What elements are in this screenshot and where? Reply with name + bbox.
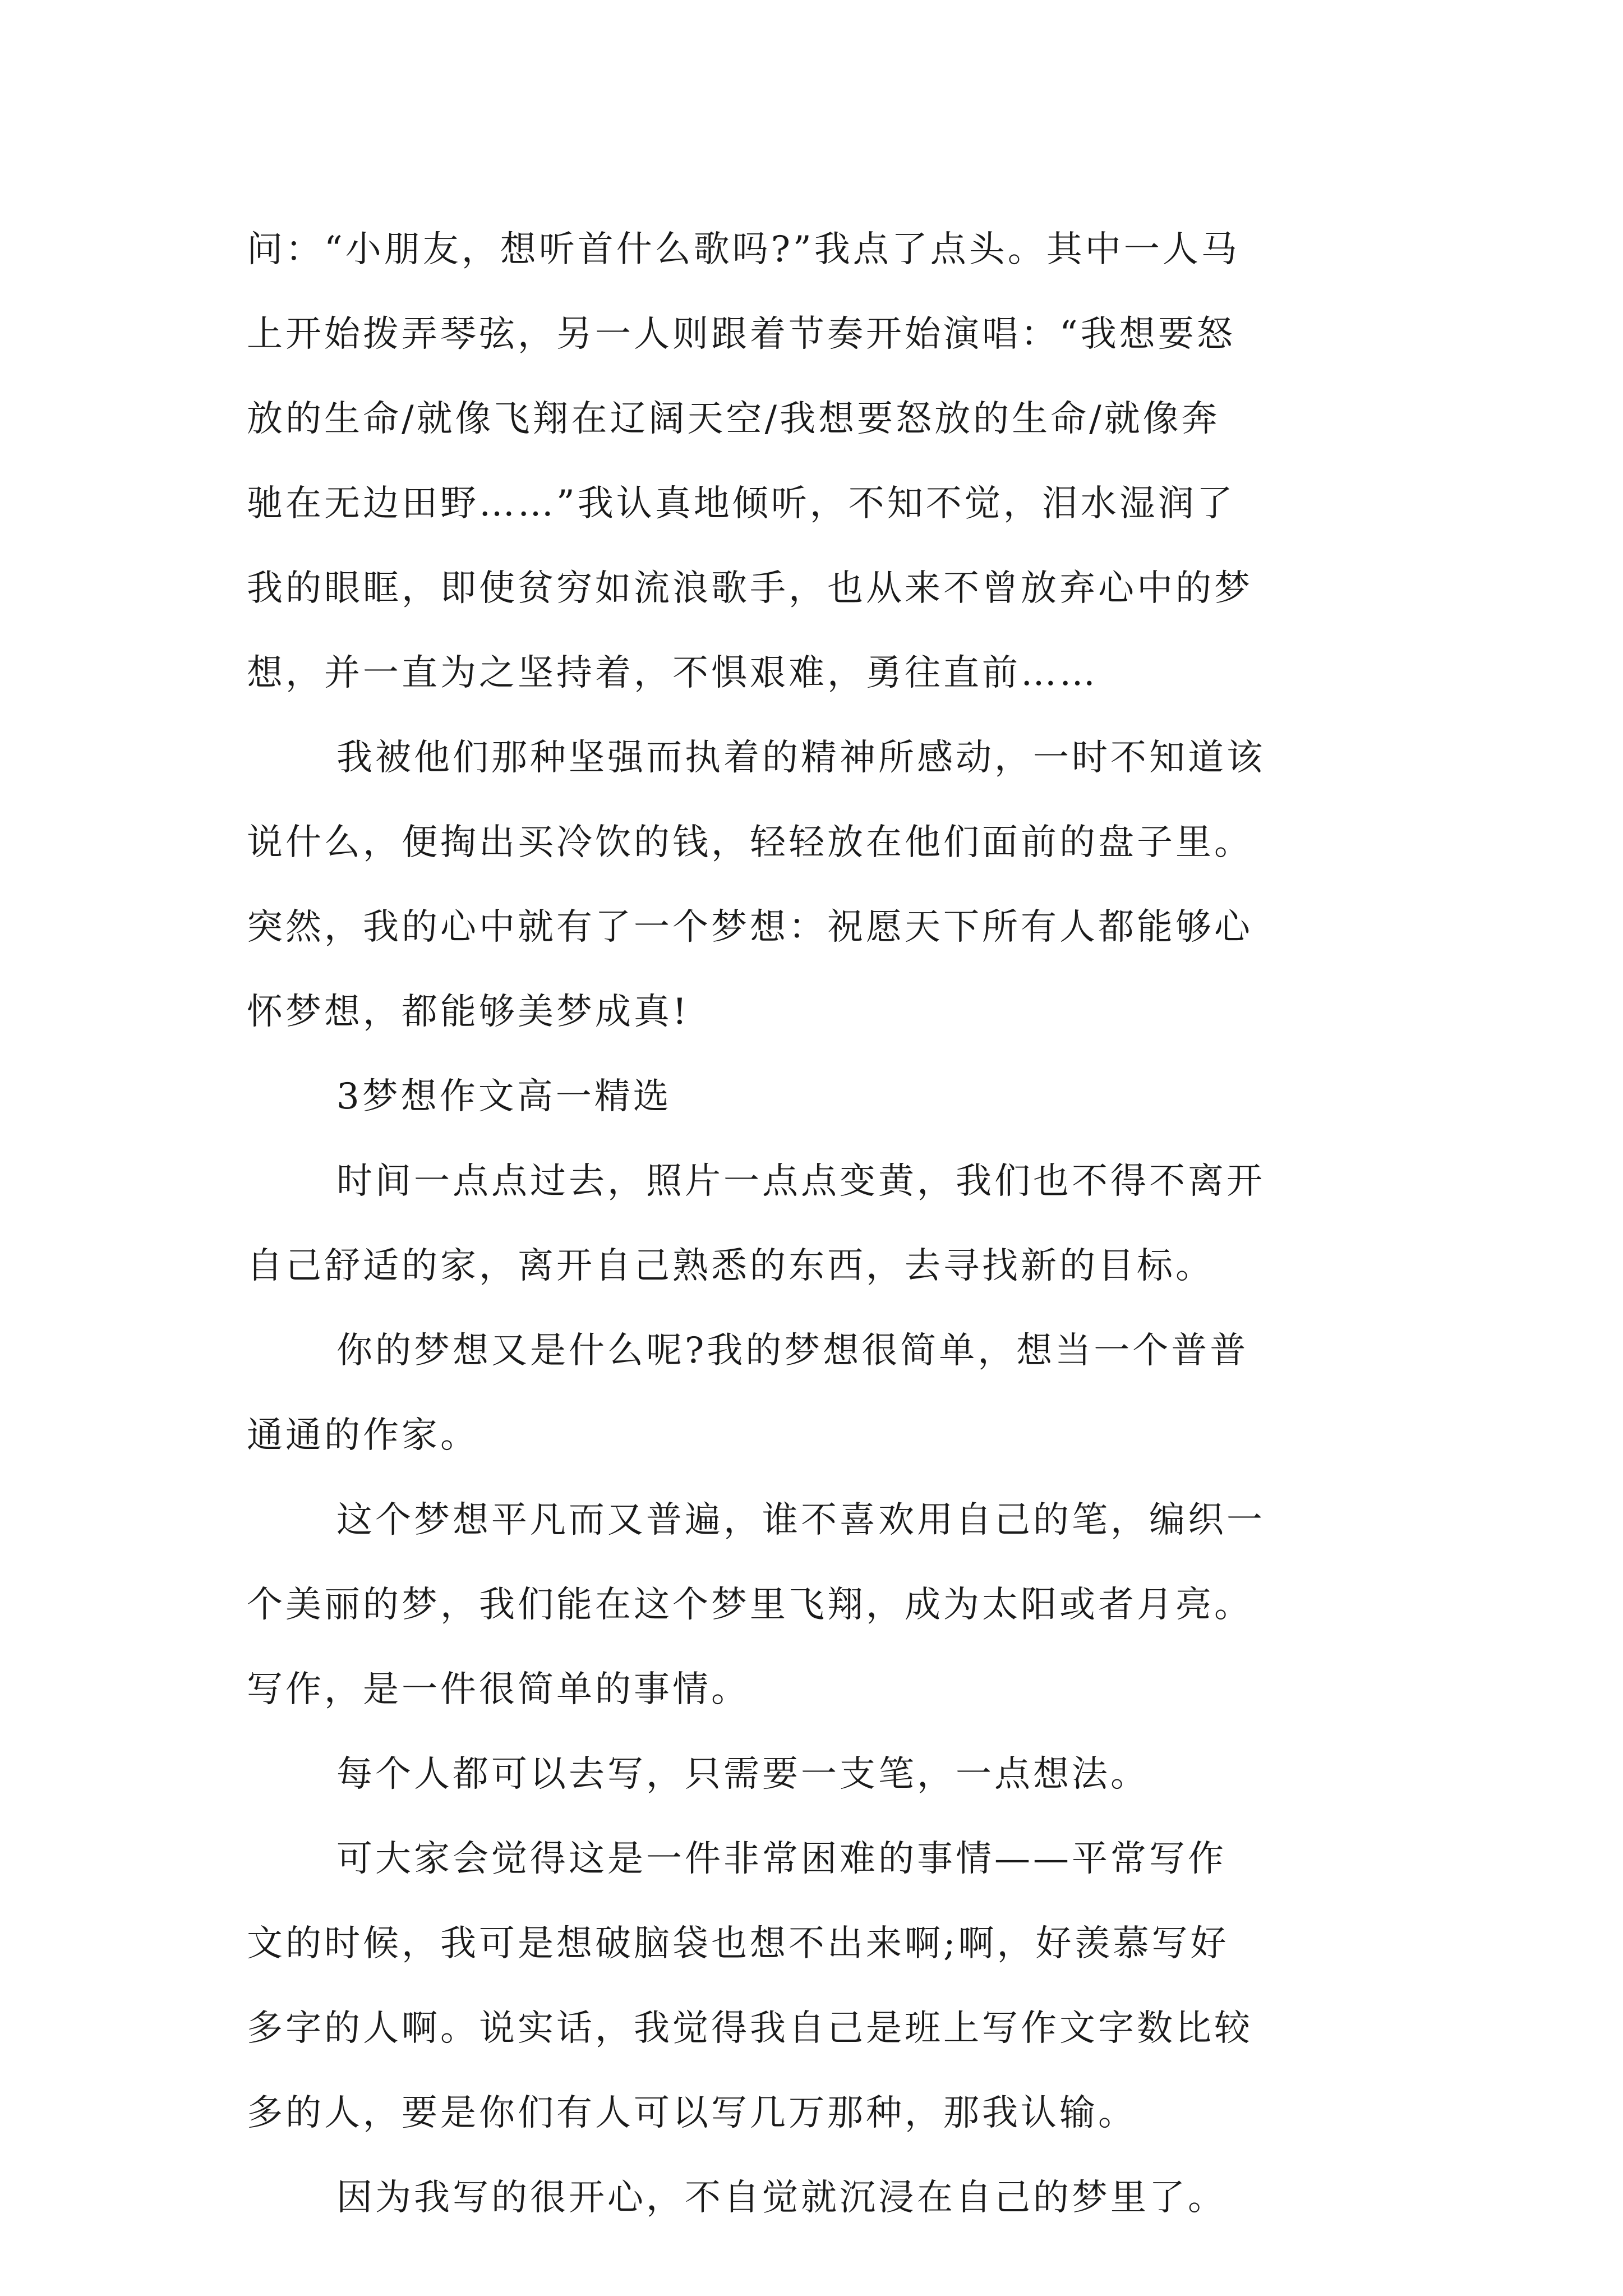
paragraph-first-line: 可大家会觉得这是一件非常困难的事情——平常写作 <box>336 1838 1227 1880</box>
paragraph-first-line: 每个人都可以去写，只需要一支笔，一点想法。 <box>336 1754 1149 1795</box>
text-line: 自己舒适的家，离开自己熟悉的东西，去寻找新的目标。 <box>247 1245 1214 1287</box>
text-line: 驰在无边田野……”我认真地倾听，不知不觉，泪水湿润了 <box>247 483 1235 524</box>
text-line: 放的生命/就像飞翔在辽阔天空/我想要怒放的生命/就像奔 <box>247 398 1220 440</box>
paragraph-first-line: 我被他们那种坚强而执着的精神所感动，一时不知道该 <box>336 737 1265 779</box>
text-line: 文的时候，我可是想破脑袋也想不出来啊;啊，好羡慕写好 <box>247 1923 1229 1964</box>
text-line: 写作，是一件很简单的事情。 <box>247 1669 750 1710</box>
text-line: 多的人，要是你们有人可以写几万那种，那我认输。 <box>247 2092 1137 2134</box>
text-line: 通通的作家。 <box>247 1415 479 1456</box>
text-line: 上开始拨弄琴弦，另一人则跟着节奏开始演唱：“我想要怒 <box>247 314 1235 355</box>
text-line: 个美丽的梦，我们能在这个梦里飞翔，成为太阳或者月亮。 <box>247 1584 1253 1626</box>
paragraph-first-line: 因为我写的很开心，不自觉就沉浸在自己的梦里了。 <box>336 2177 1227 2219</box>
text-line: 问：“小朋友，想听首什么歌吗?”我点了点头。其中一人马 <box>247 229 1240 270</box>
text-line: 突然，我的心中就有了一个梦想：祝愿天下所有人都能够心 <box>247 907 1253 948</box>
paragraph-first-line: 时间一点点过去，照片一点点变黄，我们也不得不离开 <box>336 1161 1265 1202</box>
text-line: 怀梦想，都能够美梦成真! <box>247 991 690 1033</box>
text-line: 说什么，便掏出买冷饮的钱，轻轻放在他们面前的盘子里。 <box>247 822 1253 863</box>
text-line: 想，并一直为之坚持着，不惧艰难，勇往直前…… <box>247 652 1098 694</box>
document-body <box>247 208 1396 2240</box>
paragraph-first-line: 这个梦想平凡而又普遍，谁不喜欢用自己的笔，编织一 <box>336 1499 1265 1541</box>
text-line: 我的眼眶，即使贫穷如流浪歌手，也从来不曾放弃心中的梦 <box>247 568 1253 609</box>
section-heading: 3梦想作文高一精选 <box>336 1076 672 1117</box>
text-line: 多字的人啊。说实话，我觉得我自己是班上写作文字数比较 <box>247 2008 1253 2049</box>
paragraph-first-line: 你的梦想又是什么呢?我的梦想很简单，想当一个普普 <box>336 1330 1249 1372</box>
